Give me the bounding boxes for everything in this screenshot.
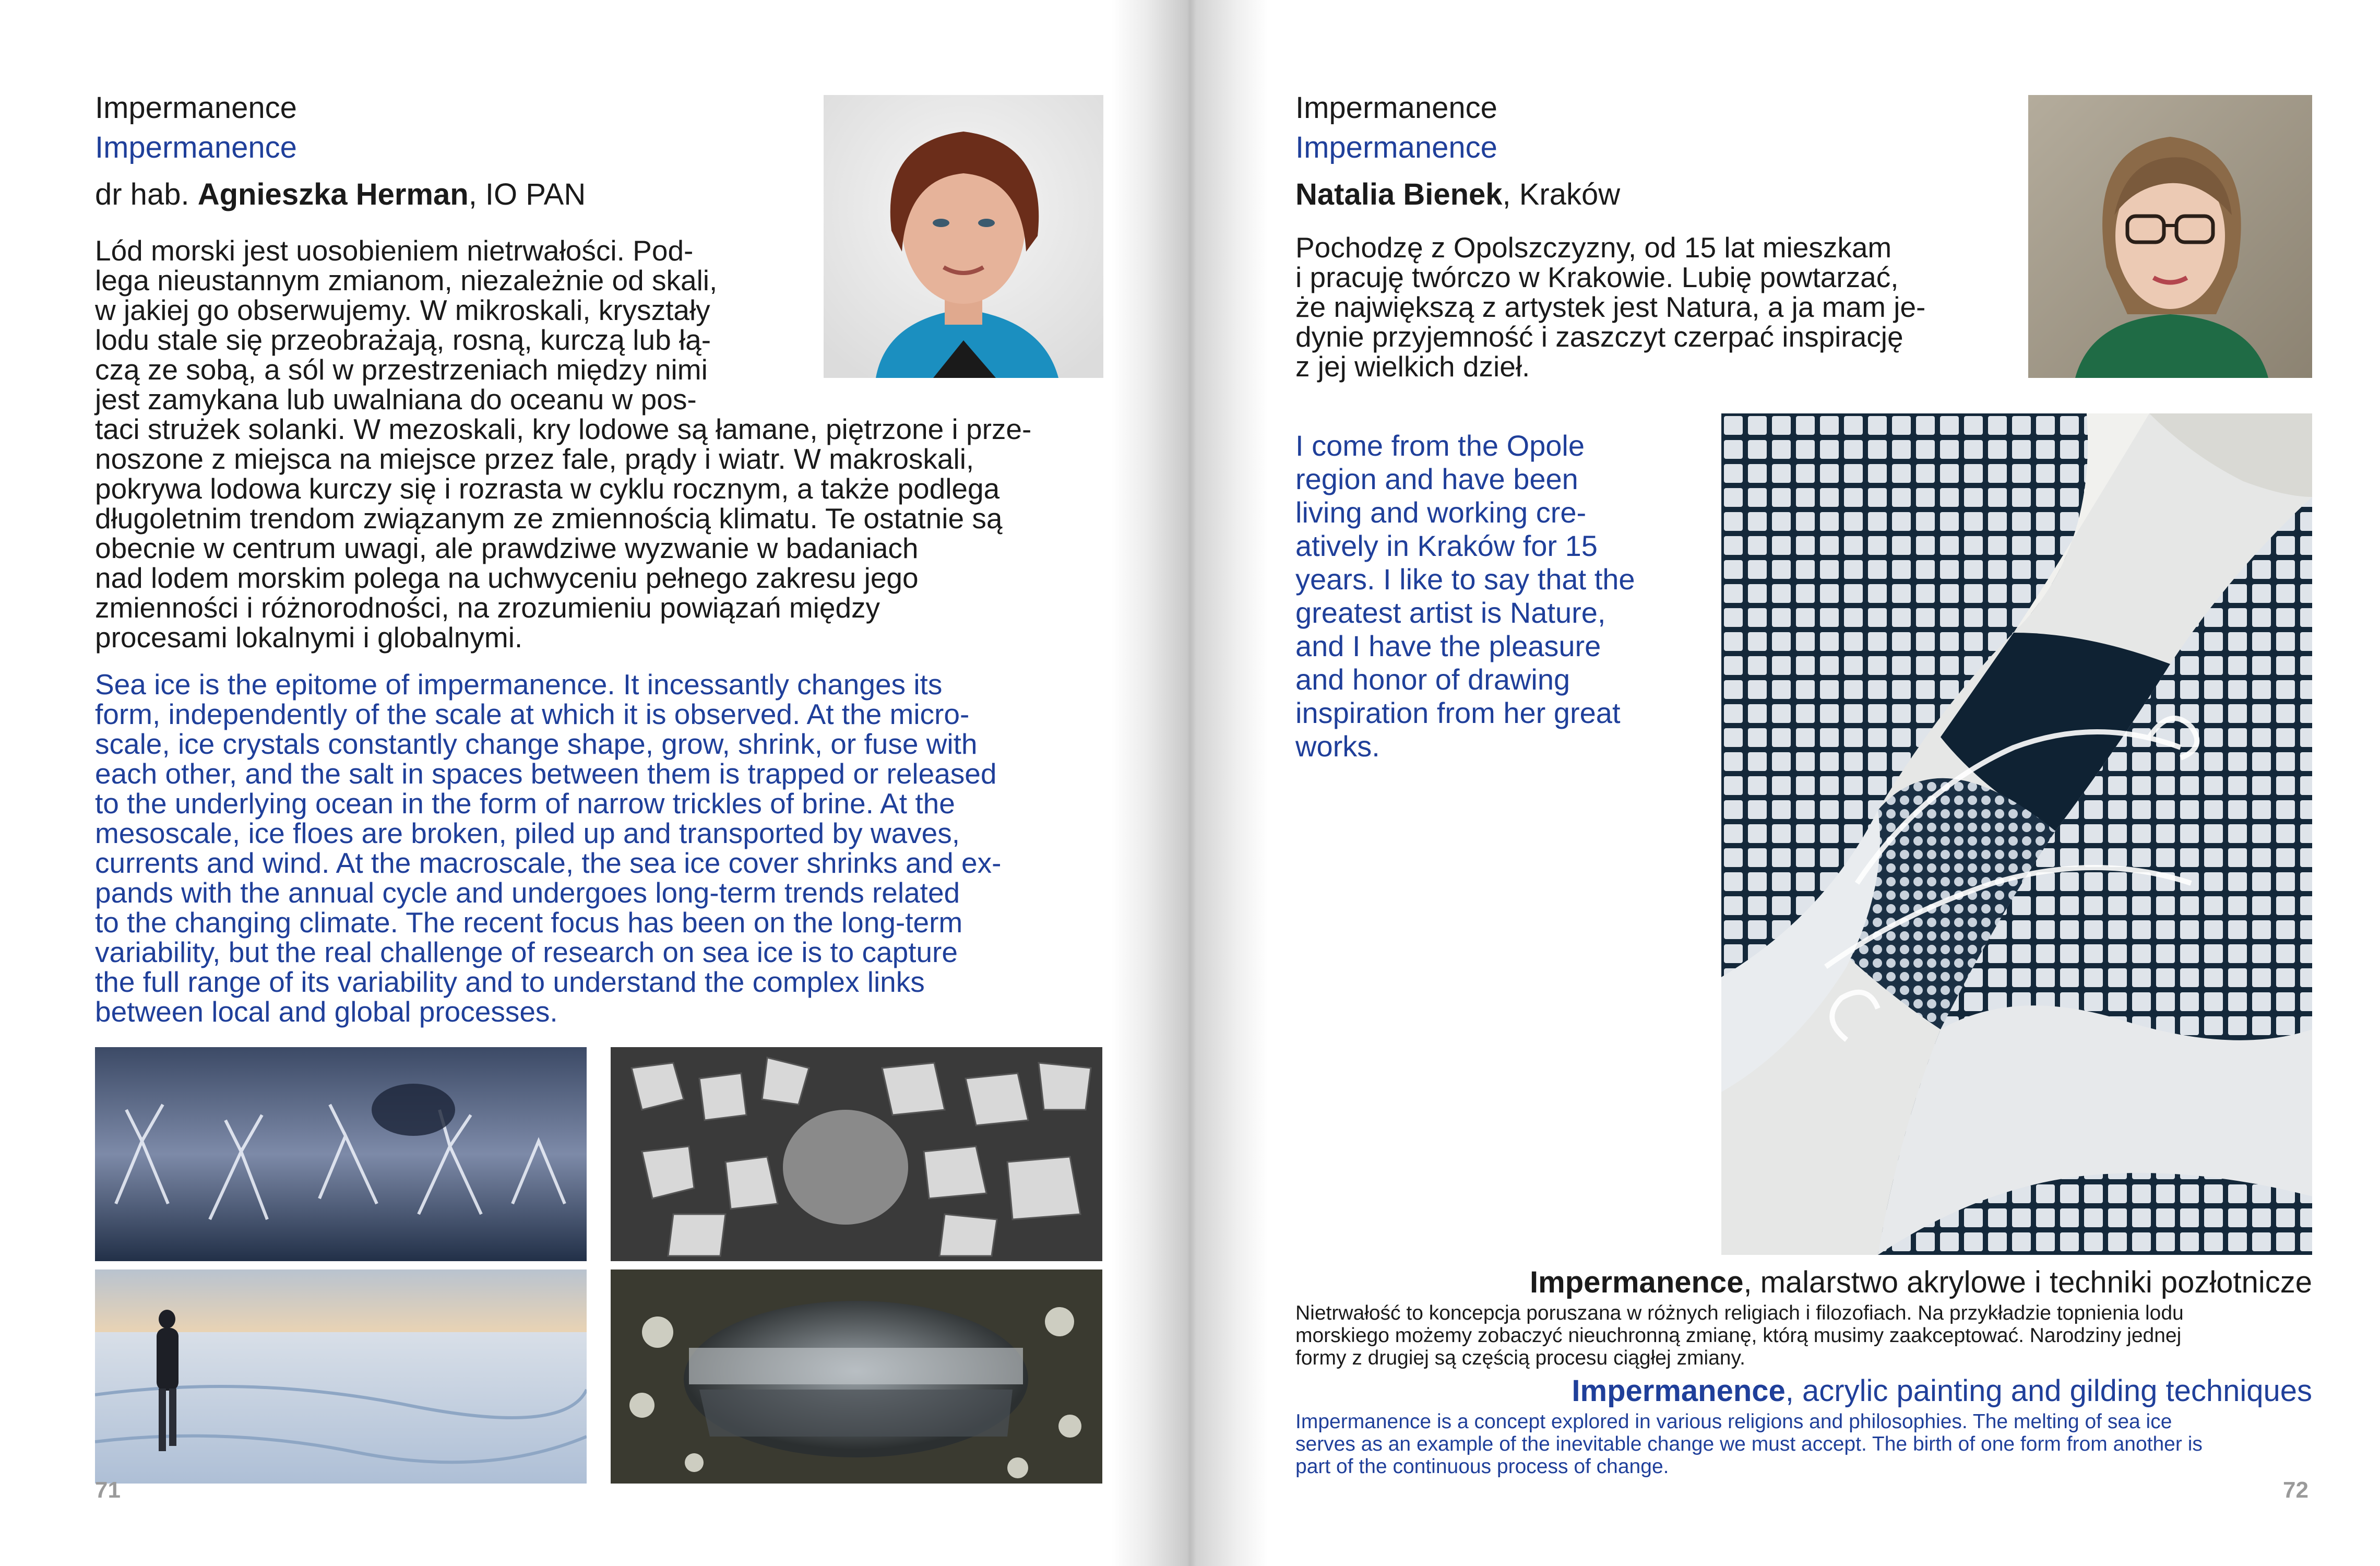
caption-en-heading	[1295, 1374, 2312, 1408]
portrait-natalia-bienek	[2028, 95, 2312, 378]
right-body-en: I come from the Opole region and have been living and working cre- atively in Kraków for 15 years. I like to say that the greatest artist is Nature, and I have the pleasure and honor of drawing inspiration from her great works.	[1295, 429, 1635, 763]
right-author	[1295, 175, 1620, 214]
right-page	[1268, 0, 2380, 1566]
caption-pl-heading	[1295, 1265, 2312, 1300]
left-body-pl-wide: taci strużek solanki. W mezoskali, kry lodowe są łamane, piętrzone i prze- noszone z miejsca na miejsce przez fale, prądy i wiatr. W makroskali, pokrywa lodowa kurczy się i rozrasta w cyklu rocznym, a także podlega długoletnim trendom związanym ze zmiennością klimatu. Te ostatnie są obecnie w centrum uwagi, ale prawdziwe wyzwanie w badaniach nad lodem morskim polega na uchwyceniu pełnego zakresu jego zmienności i różnorodności, na zrozumieniu powiązań między procesami lokalnymi i globalnymi.	[95, 413, 1032, 654]
photo-person-on-ice	[95, 1270, 587, 1484]
left-body-en: Sea ice is the epitome of impermanence. It incessantly changes its form, independently of the scale at which it is observed. At the micro- scale, ice crystals constantly change shape, grow, shrink, or fuse with each other, and the salt in spaces between them is trapped or released to the underlying ocean in the form of narrow trickles of brine. At the mesoscale, ice floes are broken, piled up and transported by waves, currents and wind. At the macroscale, the sea ice cover shrinks and ex- pands with the annual cycle and undergoes long-term trends related to the changing climate. The recent focus has been on the long-term variability, but the real challenge of research on sea ice is to capture the full range of its variability and to understand the complex links between local and global processes.	[95, 668, 1002, 1028]
left-title-pl: Impermanence	[95, 91, 297, 125]
caption-pl-body: Nietrwałość to koncepcja poruszana w różnych religiach i filozofiach. Na przykładzie topnienia lodu morskiego możemy zobaczyć nieuchronną zmianę, którą musimy zaakceptować. Narodziny jednej formy z drugiej są częścią procesu ciągłej zmiany.	[1295, 1302, 2184, 1369]
left-author-affil: , IO PAN	[468, 177, 586, 211]
book-spine	[1112, 0, 1268, 1566]
right-author-name: Natalia Bienek	[1295, 177, 1503, 211]
right-body-pl: Pochodzę z Opolszczyzny, od 15 lat mieszkam i pracuję twórczo w Krakowie. Lubię powtarzać, że największą z artystek jest Natura, a ja mam je- dynie przyjemność i zaszczyt czerpać inspirację z jej wielkich dzieł.	[1295, 231, 1926, 383]
portrait-agnieszka-herman	[824, 95, 1103, 378]
photo-aerial-ice-floes	[611, 1047, 1102, 1261]
page-number-left: 71	[95, 1477, 121, 1503]
right-title-en: Impermanence	[1295, 130, 1497, 164]
caption-pl-medium: , malarstwo akrylowe i techniki pozłotnicze	[1743, 1265, 2312, 1299]
caption-en-title: Impermanence	[1572, 1374, 1786, 1408]
caption-pl-title: Impermanence	[1530, 1265, 1744, 1299]
page-number-right: 72	[2283, 1477, 2308, 1503]
left-body-pl-narrow: Lód morski jest uosobieniem nietrwałości. Pod- lega nieustannym zmianom, niezależnie od skali, w jakiej go obserwujemy. W mikroskali, kryształy lodu stale się przeobrażają, rosną, kurczą lub łą- czą ze sobą, a sól w przestrzeniach między nimi jest zamykana lub uwalniana do oceanu w pos-	[95, 234, 718, 416]
left-author	[95, 175, 586, 214]
photo-view-through-ice	[611, 1270, 1102, 1484]
photo-frost-flowers	[95, 1047, 587, 1261]
left-title-en: Impermanence	[95, 130, 297, 164]
left-author-name: Agnieszka Herman	[197, 177, 469, 211]
caption-en-body: Impermanence is a concept explored in various religions and philosophies. The melting of sea ice serves as an example of the inevitable change we must accept. The birth of one form from another is part of the continuous process of change.	[1295, 1410, 2203, 1478]
right-title-pl: Impermanence	[1295, 91, 1497, 125]
left-author-prefix: dr hab.	[95, 177, 189, 211]
painting-impermanence	[1721, 413, 2312, 1255]
caption-en-medium: , acrylic painting and gilding techniques	[1785, 1374, 2312, 1408]
left-page	[0, 0, 1112, 1566]
right-author-city: , Kraków	[1502, 177, 1621, 211]
